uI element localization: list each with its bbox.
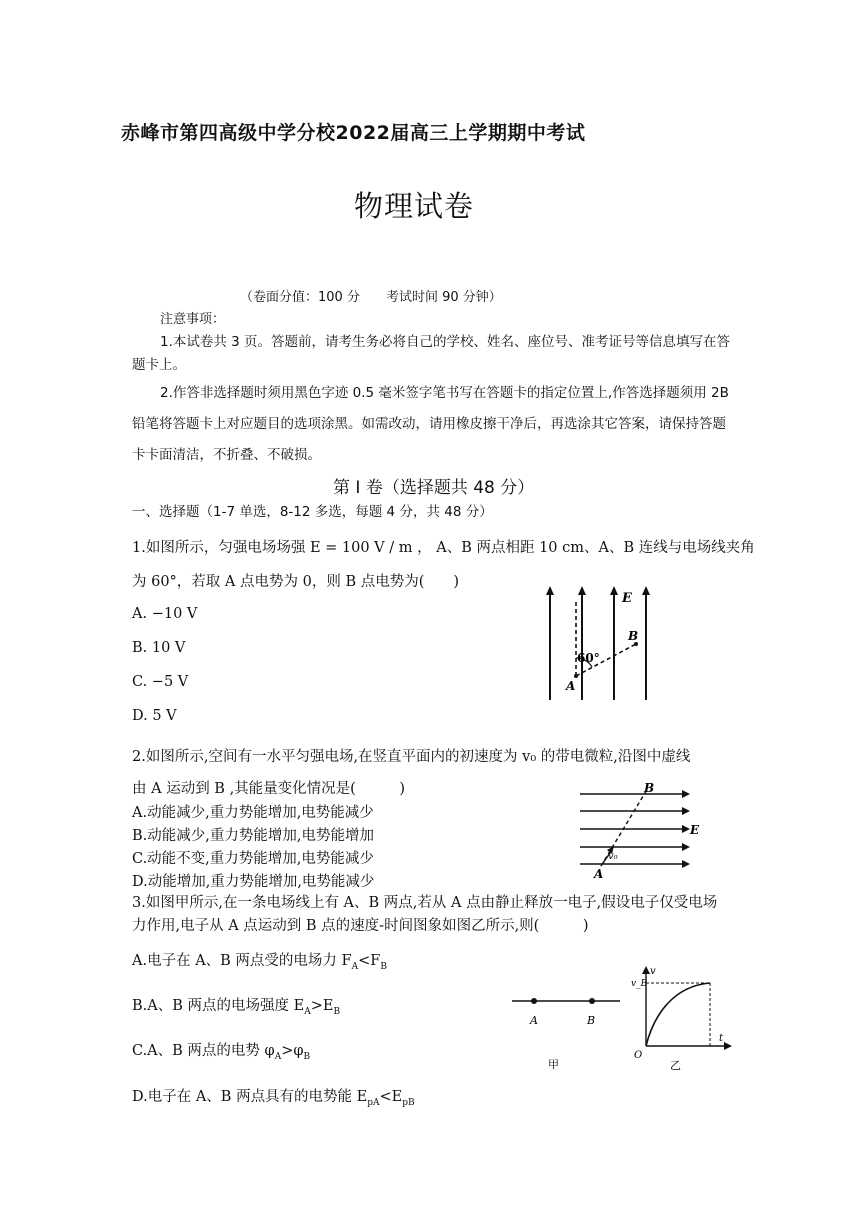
q3-label-b: B [587,1014,596,1027]
subject-title: 物理试卷 [354,189,475,223]
notes-item-1: 1.本试卷共 3 页。答题前，请考生务必将自己的学校、姓名、座位号、准考证号等信息填写在答题卡上。 [132,334,731,373]
q2-stem-line2: 由 A 运动到 B ,其能量变化情况是( ) [132,781,405,797]
q3-option-a: A.电子在 A、B 两点受的电场力 $F_A<F_B$ [132,953,387,972]
q3-option-c: C.A、B 两点的电势 $\varphi_A>\varphi_B$ [132,1043,311,1062]
q1-label-a: A [566,679,576,693]
exam-info: （卷面分值：100 分 考试时间 90 分钟） [240,290,502,305]
q3-label-jia: 甲 [548,1058,559,1071]
q1-label-b: B [628,629,639,643]
q2-label-v0: v₀ [608,851,618,862]
q3-option-d: D.电子在 A、B 两点具有的电势能 $E_{pA}<E_{pB}$ [132,1089,415,1108]
q3-option-b: B.A、B 两点的电场强度 $E_A>E_B$ [132,998,341,1017]
q1-option-c: C. −5 V [132,674,189,690]
q3-label-t: t [719,1033,724,1044]
q2-stem-line1: 2.如图所示,空间有一水平匀强电场,在竖直平面内的初速度为 v₀ 的带电微粒,沿图中虚线 [132,749,691,765]
q3-label-o: O [634,1050,643,1061]
part1-title: 第 I 卷（选择题共 48 分） [333,478,535,498]
q3-stem-line1: 3.如图甲所示,在一条电场线上有 A、B 两点,若从 A 点由静止释放一电子,假设电子仅受电场 [132,895,718,911]
section-heading: 一、选择题（1-7 单选，8-12 多选，每题 4 分，共 48 分） [132,504,493,520]
q2-option-c: C.动能不变,重力势能增加,电势能减少 [132,851,374,867]
q1-stem-line1: 1.如图所示，匀强电场场强 E = 100 V / m ， A、B 两点相距 10 cm、A、B 连线与电场线夹角 [132,540,755,556]
q1-stem-line2: 为 60°，若取 A 点电势为 0，则 B 点电势为( ) [132,574,460,590]
q1-option-d: D. 5 V [132,708,177,724]
q3-velocity-time-graph [628,962,738,1074]
q2-label-e: E [690,823,700,837]
q3-stem-line2: 力作用,电子从 A 点运动到 B 点的速度-时间图象如图乙所示,则( ) [132,918,589,934]
q1-option-a: A. −10 V [132,606,198,622]
q1-option-b: B. 10 V [132,640,186,656]
q2-label-b: B [644,781,655,795]
q2-field-diagram [576,780,706,880]
q1-label-e: E [622,591,632,606]
q2-option-b: B.动能减少,重力势能增加,电势能增加 [132,828,374,844]
q3-label-v: v [650,966,656,977]
q1-field-diagram [540,584,670,702]
q3-label-a: A [530,1014,538,1027]
notes-item-2: 2.作答非选择题时须用黑色字迹 0.5 毫米签字笔书写在答题卡的指定位置上,作答选择题须用 2B 铅笔将答题卡上对应题目的选项涂黑。如需改动，请用橡皮擦干净后，再选涂其它答案，请保持答题卡卡面清洁，不折叠、不破损。 [132,385,729,463]
q2-option-d: D.动能增加,重力势能增加,电势能减少 [132,874,375,890]
school-title: 赤峰市第四高级中学分校2022届高三上学期期中考试 [121,122,586,144]
q3-label-vb: v_B [631,979,648,989]
notes-heading: 注意事项： [160,312,226,327]
q3-label-yi: 乙 [670,1059,681,1072]
q2-label-a: A [594,867,604,880]
q2-option-a: A.动能减少,重力势能增加,电势能减少 [132,805,374,821]
q3-field-line-figure [506,990,626,1080]
q1-label-angle: 60° [577,651,600,665]
